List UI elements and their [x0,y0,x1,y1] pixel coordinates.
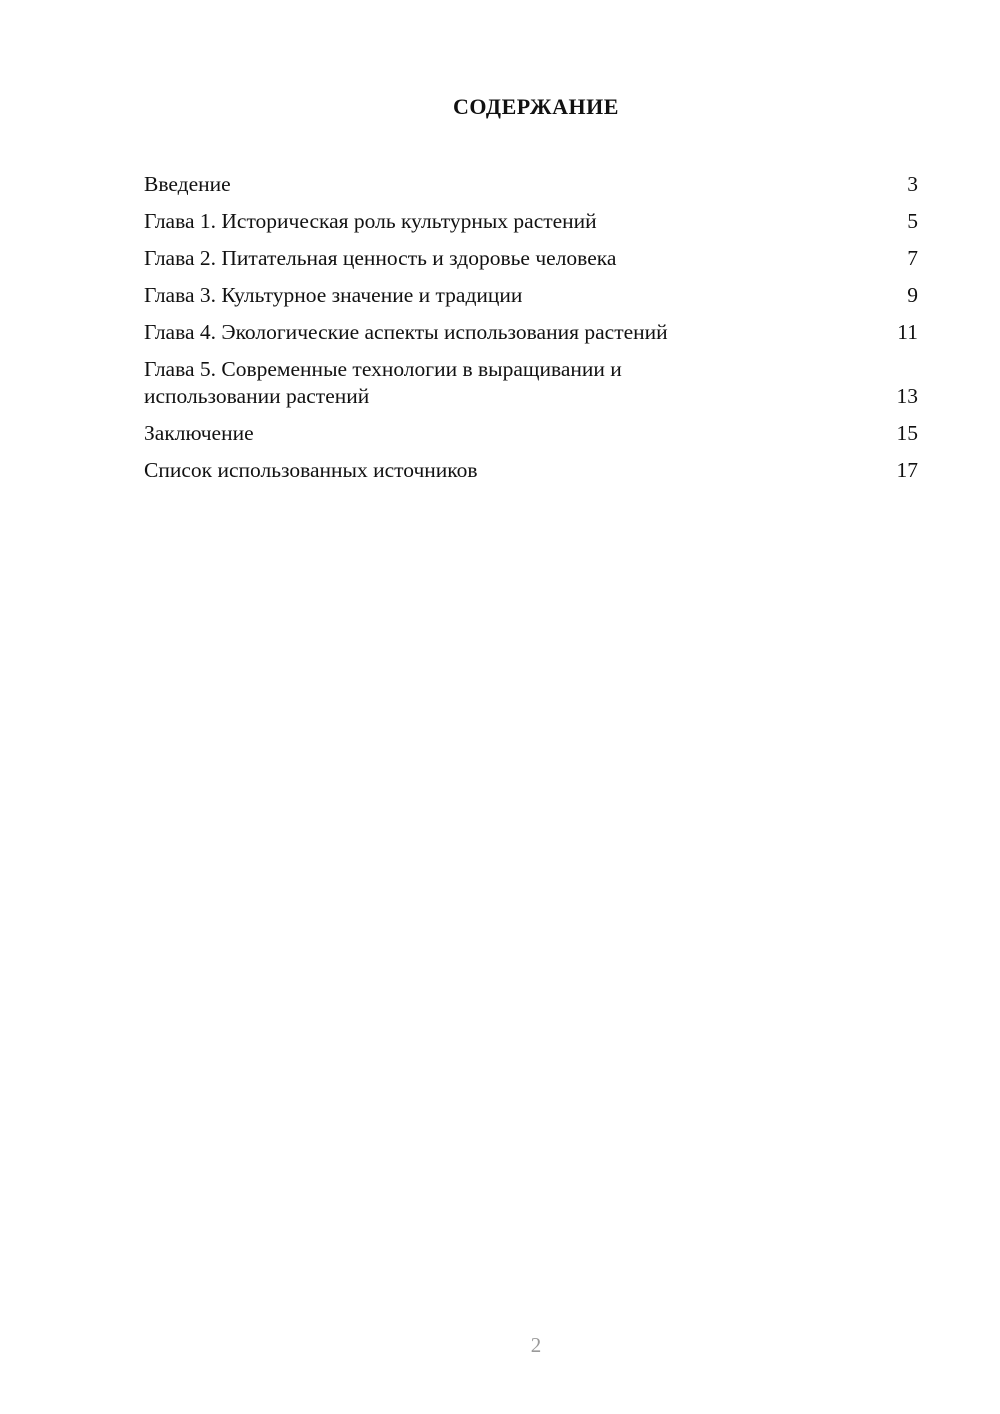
toc-entry-page-number: 15 [896,421,918,445]
toc-entry-chapter-2 [144,245,918,272]
toc-entry-introduction [144,171,918,198]
toc-entry-label: Глава 3. Культурное значение и традиции [144,283,523,307]
toc-entry-page-number: 13 [896,384,918,408]
toc-entry-label: Глава 5. Современные технологии в выращивании и использовании растений [144,357,622,408]
toc-entry-label: Глава 4. Экологические аспекты использования растений [144,320,668,344]
toc-entry-chapter-5 [144,356,918,410]
toc-entry-page-number: 11 [897,320,918,344]
toc-entry-page-number: 17 [896,458,918,482]
toc-entry-label: Глава 1. Историческая роль культурных растений [144,209,597,233]
toc-entry-conclusion [144,420,918,447]
toc-entry-page-number: 9 [907,283,918,307]
toc-entry-label: Список использованных источников [144,458,478,482]
toc-entry-page-number: 3 [907,172,918,196]
toc-entry-chapter-3 [144,282,918,309]
toc-entry-chapter-1 [144,208,918,235]
toc-entry-page-number: 7 [907,246,918,270]
toc-entry-page-number: 5 [907,209,918,233]
page-number: 2 [530,1333,542,1357]
toc-entry-references [144,457,918,484]
toc-entry-label: Глава 2. Питательная ценность и здоровье человека [144,246,617,270]
table-of-contents [144,171,918,494]
toc-entry-chapter-4 [144,319,918,346]
toc-entry-label: Заключение [144,421,254,445]
toc-entry-label: Введение [144,172,231,196]
toc-title: СОДЕРЖАНИЕ [453,94,619,119]
